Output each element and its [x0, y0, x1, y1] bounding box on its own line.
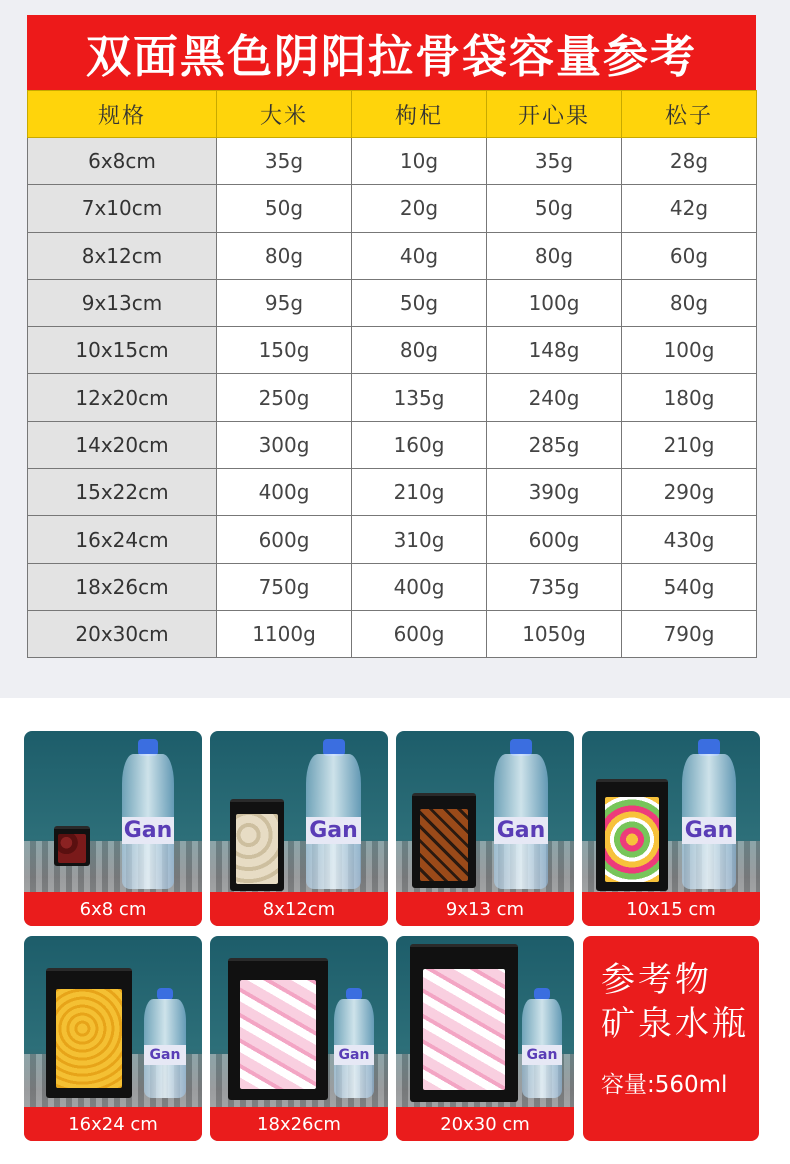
- size-label: 8x12cm: [210, 892, 388, 926]
- capacity-cell: 600g: [352, 610, 487, 657]
- capacity-cell: 160g: [352, 421, 487, 468]
- capacity-cell: 600g: [487, 516, 622, 563]
- table-header-row: [28, 91, 757, 138]
- water-bottle: Gan: [122, 739, 174, 889]
- size-label: 6x8 cm: [24, 892, 202, 926]
- capacity-cell: 250g: [217, 374, 352, 421]
- water-bottle: Gan: [494, 739, 548, 889]
- capacity-cell: 285g: [487, 421, 622, 468]
- capacity-cell: 60g: [622, 232, 757, 279]
- table-row: [28, 138, 757, 185]
- capacity-cell: 35g: [217, 138, 352, 185]
- water-bottle: Gan: [144, 988, 186, 1098]
- capacity-cell: 400g: [352, 563, 487, 610]
- capacity-table: [27, 90, 757, 658]
- reference-object: 矿泉水瓶: [601, 1004, 749, 1044]
- table-row: [28, 610, 757, 657]
- capacity-cell: 135g: [352, 374, 487, 421]
- water-bottle: Gan: [306, 739, 361, 889]
- capacity-cell: 95g: [217, 279, 352, 326]
- photo-card: [210, 936, 388, 1141]
- size-label: 16x24 cm: [24, 1107, 202, 1141]
- capacity-cell: 180g: [622, 374, 757, 421]
- capacity-cell: 750g: [217, 563, 352, 610]
- size-cell: 18x26cm: [28, 563, 217, 610]
- size-label: 18x26cm: [210, 1107, 388, 1141]
- bag: [410, 944, 518, 1102]
- table-row: [28, 279, 757, 326]
- size-cell: 6x8cm: [28, 138, 217, 185]
- capacity-cell: 35g: [487, 138, 622, 185]
- capacity-cell: 28g: [622, 138, 757, 185]
- header-size: 规格: [28, 91, 217, 138]
- bag: [228, 958, 328, 1100]
- capacity-cell: 400g: [217, 469, 352, 516]
- capacity-cell: 50g: [487, 185, 622, 232]
- table-row: [28, 563, 757, 610]
- capacity-cell: 430g: [622, 516, 757, 563]
- size-label: 20x30 cm: [396, 1107, 574, 1141]
- capacity-cell: 10g: [352, 138, 487, 185]
- capacity-cell: 100g: [487, 279, 622, 326]
- capacity-cell: 310g: [352, 516, 487, 563]
- capacity-cell: 210g: [352, 469, 487, 516]
- photo-card: [210, 731, 388, 926]
- capacity-cell: 390g: [487, 469, 622, 516]
- size-cell: 15x22cm: [28, 469, 217, 516]
- table-row: [28, 185, 757, 232]
- water-bottle: Gan: [334, 988, 374, 1098]
- bag: [46, 968, 132, 1098]
- capacity-cell: 290g: [622, 469, 757, 516]
- photo-card: [396, 936, 574, 1141]
- capacity-cell: 50g: [217, 185, 352, 232]
- capacity-cell: 80g: [217, 232, 352, 279]
- table-row: [28, 374, 757, 421]
- table-row: [28, 421, 757, 468]
- reference-title: 参考物: [601, 960, 712, 1000]
- header-pistachio: 开心果: [487, 91, 622, 138]
- capacity-cell: 1050g: [487, 610, 622, 657]
- reference-note: [583, 936, 759, 1141]
- capacity-cell: 80g: [487, 232, 622, 279]
- capacity-cell: 240g: [487, 374, 622, 421]
- header-goji: 枸杞: [352, 91, 487, 138]
- photo-card: [396, 731, 574, 926]
- capacity-cell: 100g: [622, 327, 757, 374]
- size-cell: 7x10cm: [28, 185, 217, 232]
- capacity-cell: 540g: [622, 563, 757, 610]
- capacity-cell: 148g: [487, 327, 622, 374]
- photo-card: [582, 731, 760, 926]
- size-cell: 12x20cm: [28, 374, 217, 421]
- bag: [54, 826, 90, 866]
- capacity-cell: 40g: [352, 232, 487, 279]
- header-rice: 大米: [217, 91, 352, 138]
- size-cell: 16x24cm: [28, 516, 217, 563]
- bag: [412, 793, 476, 888]
- reference-capacity: 容量:560ml: [601, 1072, 728, 1098]
- header-pine-nut: 松子: [622, 91, 757, 138]
- table-surface: [24, 841, 202, 892]
- size-cell: 9x13cm: [28, 279, 217, 326]
- capacity-cell: 42g: [622, 185, 757, 232]
- table-row: [28, 516, 757, 563]
- size-cell: 14x20cm: [28, 421, 217, 468]
- page-title: 双面黑色阴阳拉骨袋容量参考: [27, 15, 756, 90]
- capacity-cell: 300g: [217, 421, 352, 468]
- size-label: 9x13 cm: [396, 892, 574, 926]
- size-cell: 8x12cm: [28, 232, 217, 279]
- capacity-cell: 50g: [352, 279, 487, 326]
- capacity-cell: 80g: [352, 327, 487, 374]
- water-bottle: Gan: [522, 988, 562, 1098]
- size-cell: 10x15cm: [28, 327, 217, 374]
- size-label: 10x15 cm: [582, 892, 760, 926]
- table-row: [28, 469, 757, 516]
- capacity-cell: 210g: [622, 421, 757, 468]
- water-bottle: Gan: [682, 739, 736, 889]
- capacity-cell: 1100g: [217, 610, 352, 657]
- table-row: [28, 232, 757, 279]
- bag: [596, 779, 668, 891]
- size-cell: 20x30cm: [28, 610, 217, 657]
- bag: [230, 799, 284, 891]
- table-row: [28, 327, 757, 374]
- capacity-cell: 790g: [622, 610, 757, 657]
- photo-card: [24, 936, 202, 1141]
- capacity-cell: 20g: [352, 185, 487, 232]
- photo-card: [24, 731, 202, 926]
- capacity-cell: 80g: [622, 279, 757, 326]
- capacity-cell: 600g: [217, 516, 352, 563]
- capacity-cell: 735g: [487, 563, 622, 610]
- capacity-cell: 150g: [217, 327, 352, 374]
